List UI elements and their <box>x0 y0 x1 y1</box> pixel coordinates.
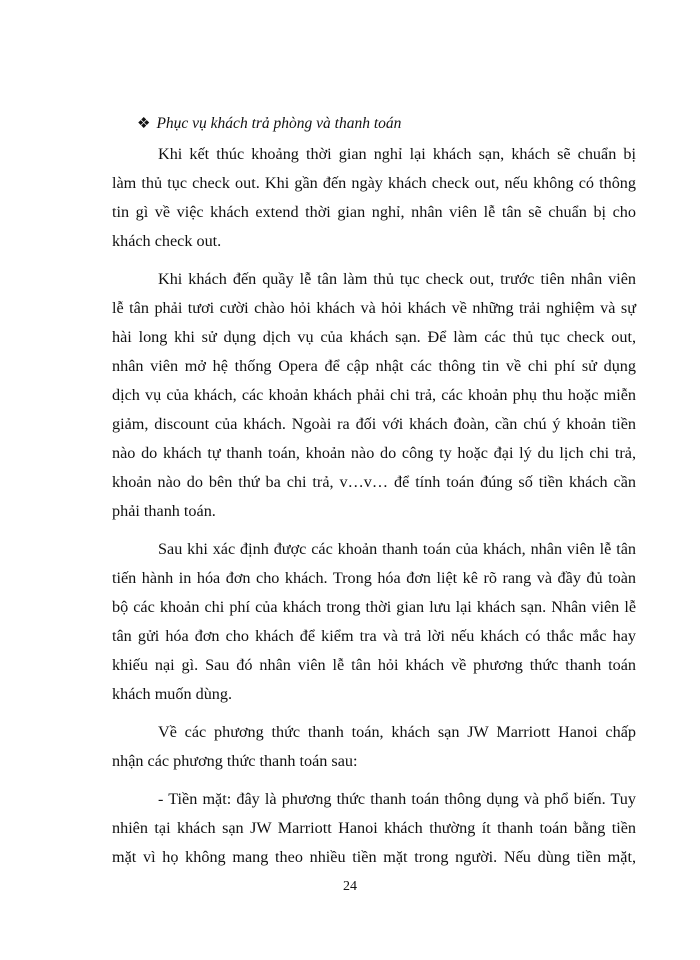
paragraph <box>112 265 636 526</box>
paragraph-line: khách muốn dùng. <box>112 685 233 703</box>
paragraph-line: tin gì về việc khách extend thời gian nghỉ, nhân viên lễ tân sẽ chuẩn bị cho <box>112 203 636 221</box>
section-heading <box>137 112 597 136</box>
paragraph-line: bộ các khoản chi phí của khách trong thời gian lưu lại khách sạn. Nhân viên lễ <box>112 598 636 616</box>
paragraph-line: Sau khi xác định được các khoản thanh toán của khách, nhân viên lễ tân <box>158 540 636 558</box>
paragraph-line: nào do khách tự thanh toán, khoản nào do công ty hoặc đại lý du lịch chi trả, <box>112 444 636 462</box>
paragraph-line: mặt vì họ không mang theo nhiều tiền mặt trong người. Nếu dùng tiền mặt, <box>112 848 636 866</box>
paragraph-line: phải thanh toán. <box>112 502 216 520</box>
paragraph-line: Khi khách đến quầy lễ tân làm thủ tục check out, trước tiên nhân viên <box>158 270 636 288</box>
paragraph-line: nhiên tại khách sạn JW Marriott Hanoi khách thường ít thanh toán bằng tiền <box>112 819 636 837</box>
paragraph-line: lễ tân phải tươi cười chào hỏi khách và hỏi khách về những trải nghiệm và sự <box>112 299 636 317</box>
paragraph-line: hài long khi sử dụng dịch vụ của khách sạn. Để làm các thủ tục check out, <box>112 328 636 346</box>
paragraph-line: dịch vụ của khách, các khoản khách phải chi trả, các khoản phụ thu hoặc miễn <box>112 386 636 404</box>
paragraph-line: nhận các phương thức thanh toán sau: <box>112 752 358 770</box>
section-heading-text: Phục vụ khách trả phòng và thanh toán <box>156 115 402 132</box>
paragraph <box>112 140 636 256</box>
paragraph-line: - Tiền mặt: đây là phương thức thanh toán thông dụng và phổ biến. Tuy <box>158 790 636 808</box>
paragraph <box>112 785 636 872</box>
paragraph-line: giảm, discount của khách. Ngoài ra đối với khách đoàn, cần chú ý khoản tiền <box>112 415 636 433</box>
body-text <box>112 140 636 872</box>
paragraph-line: tân gửi hóa đơn cho khách để kiểm tra và trả lời nếu khách có thắc mắc hay <box>112 627 636 645</box>
page-number: 24 <box>343 879 357 894</box>
paragraph <box>112 535 636 709</box>
paragraph-line: khiếu nại gì. Sau đó nhân viên lễ tân hỏi khách về phương thức thanh toán <box>112 656 636 674</box>
paragraph-line: làm thủ tục check out. Khi gần đến ngày khách check out, nếu không có thông <box>112 174 636 192</box>
paragraph-line: khoản nào do bên thứ ba chi trả, v…v… để tính toán đúng số tiền khách cần <box>112 473 636 491</box>
paragraph-line: nhân viên mở hệ thống Opera để cập nhật các thông tin về chi phí sử dụng <box>112 357 636 375</box>
paragraph-line: Khi kết thúc khoảng thời gian nghỉ lại khách sạn, khách sẽ chuẩn bị <box>158 145 636 163</box>
paragraph-line: khách check out. <box>112 232 222 250</box>
paragraph-line: Về các phương thức thanh toán, khách sạn JW Marriott Hanoi chấp <box>158 723 636 741</box>
diamond-bullet-icon: ❖ <box>137 116 151 132</box>
paragraph <box>112 718 636 776</box>
paragraph-line: tiến hành in hóa đơn cho khách. Trong hóa đơn liệt kê rõ rang và đầy đủ toàn <box>112 569 636 587</box>
